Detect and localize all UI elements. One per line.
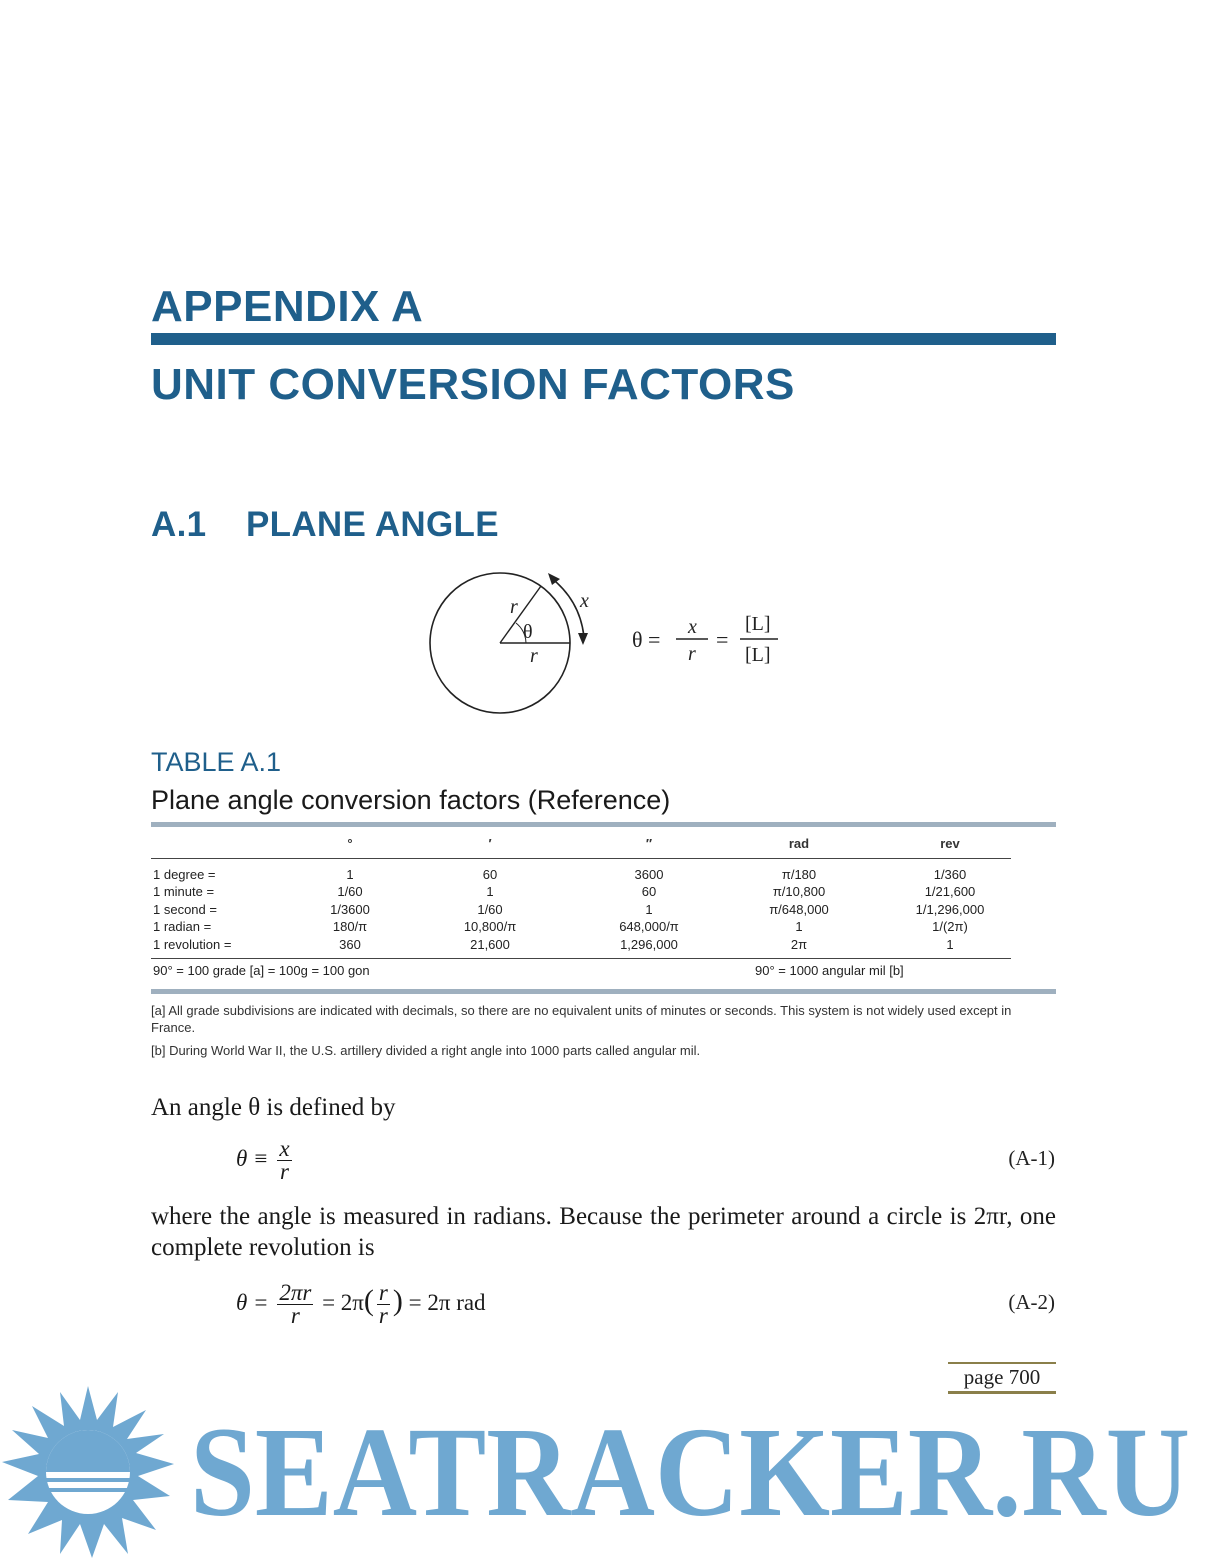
table-cell: 1 xyxy=(946,937,954,952)
table-header-rule xyxy=(151,858,1011,859)
radius-angled xyxy=(500,586,541,643)
table-notes-rule xyxy=(151,958,1011,959)
table-header-minute: ′ xyxy=(488,836,492,851)
plane-angle-figure xyxy=(420,565,800,725)
table-cell: 1/60 xyxy=(477,902,503,917)
section-number: A.1 xyxy=(151,505,207,544)
table-cell: 2π xyxy=(790,937,808,952)
angle-label: θ xyxy=(523,621,533,643)
equation-a2-paren-open: ( xyxy=(363,1283,374,1317)
table-row-label: 1 radian = xyxy=(153,919,212,934)
section-heading xyxy=(151,503,499,547)
table-cell: 1,296,000 xyxy=(620,937,678,952)
figure-eq-den: r xyxy=(688,643,696,665)
arc-label: x xyxy=(580,590,589,612)
equation-a2-number: (A-2) xyxy=(1008,1290,1055,1314)
table-cell: π/180 xyxy=(781,867,817,882)
table-cell: 1 xyxy=(795,919,803,934)
equation-a1-den: r xyxy=(279,1159,289,1184)
figure-eq-lhs: θ = xyxy=(632,627,661,652)
equation-a1-number: (A-1) xyxy=(1008,1146,1055,1170)
figure-eq-equals: = xyxy=(716,627,729,652)
table-cell: 648,000/π xyxy=(619,919,679,934)
table-row-label: 1 minute = xyxy=(153,884,215,899)
equation-a2-paren-close: ) xyxy=(392,1283,403,1317)
arrowhead-bottom-icon xyxy=(578,633,588,645)
equation-a2-rhs: = 2π rad xyxy=(408,1289,486,1315)
table-cell: π/10,800 xyxy=(772,884,826,899)
equation-a2-mid: = 2π xyxy=(322,1289,364,1315)
table-cell: 60 xyxy=(482,867,498,882)
table-note-mil: 90° = 1000 angular mil [b] xyxy=(755,963,904,978)
figure-eq-dim-den: [L] xyxy=(745,644,771,666)
appendix-rule xyxy=(151,333,1056,345)
equation-a2-inner-num: r xyxy=(378,1280,388,1305)
watermark-text: SEATRACKER.RU xyxy=(190,1401,1190,1543)
table-note-grade: 90° = 100 grade [a] = 100g = 100 gon xyxy=(153,963,370,978)
equation-a2-num: 2πr xyxy=(279,1280,312,1305)
table-cell: 1/3600 xyxy=(330,902,370,917)
arc-length-arrow-icon xyxy=(550,577,584,637)
paragraph-2: where the angle is measured in radians. Because the perimeter around a circle is 2πr, one complete revolution is xyxy=(151,1203,1056,1261)
table-row-label: 1 revolution = xyxy=(153,937,232,952)
table-cell: 180/π xyxy=(332,919,368,934)
equation-a2-inner-fraction xyxy=(377,1282,390,1327)
table-cell: 10,800/π xyxy=(463,919,517,934)
footnote-a: [a] All grade subdivisions are indicated with decimals, so there are no equivalent units of minutes or seconds. This system is not widely used except in France. xyxy=(151,1003,1012,1035)
table-header-degree: ° xyxy=(347,836,353,851)
table-cell: 1 xyxy=(486,884,494,899)
table-cell: 1/360 xyxy=(933,867,967,882)
table-cell: 21,600 xyxy=(470,937,510,952)
equation-a2-lhs: θ = xyxy=(236,1289,269,1315)
table-header-second: ″ xyxy=(645,836,653,851)
table-cell: 1/21,600 xyxy=(924,884,976,899)
appendix-title: UNIT CONVERSION FACTORS xyxy=(151,360,795,409)
table-cell: 1 xyxy=(645,902,653,917)
equation-a2-inner-den: r xyxy=(378,1303,388,1328)
figure-eq-dim-num: [L] xyxy=(745,613,771,635)
footnote-b: [b] During World War II, the U.S. artillery divided a right angle into 1000 parts called angular mil. xyxy=(151,1043,701,1058)
table-cell: 360 xyxy=(339,937,361,952)
figure-eq-num: x xyxy=(688,616,697,638)
table-cell: π/648,000 xyxy=(769,902,829,917)
equation-a1-fraction xyxy=(277,1138,291,1183)
table-cell: 1 xyxy=(346,867,354,882)
table-caption: Plane angle conversion factors (Reference) xyxy=(151,785,671,815)
appendix-label: APPENDIX A xyxy=(151,282,424,331)
table-header-rad: rad xyxy=(788,836,810,851)
table-cell: 1/(2π) xyxy=(932,919,968,934)
equation-a1-lhs: θ ≡ xyxy=(236,1145,269,1171)
equation-a2-fraction xyxy=(277,1282,313,1327)
watermark xyxy=(0,1380,1207,1562)
section-title: PLANE ANGLE xyxy=(246,505,499,544)
table-label: TABLE A.1 xyxy=(151,747,282,777)
radius-label-bottom: r xyxy=(530,645,538,667)
table-cell: 1/1,296,000 xyxy=(915,902,985,917)
paragraph-1: An angle θ is defined by xyxy=(151,1094,396,1121)
table-row-label: 1 degree = xyxy=(153,867,216,882)
table-cell: 3600 xyxy=(634,867,664,882)
sun-logo-icon xyxy=(2,1386,174,1558)
page-number: page 700 xyxy=(948,1362,1056,1394)
table-top-bar xyxy=(151,822,1056,827)
table-cell: 1/60 xyxy=(337,884,363,899)
equation-a1-num: x xyxy=(279,1136,290,1161)
equation-a2 xyxy=(236,1282,486,1327)
equation-a2-den: r xyxy=(290,1303,300,1328)
table-header-rev: rev xyxy=(940,836,960,851)
table-bottom-bar xyxy=(151,989,1056,994)
radius-label-top: r xyxy=(510,596,518,618)
table-row-label: 1 second = xyxy=(153,902,217,917)
table-cell: 60 xyxy=(641,884,657,899)
equation-a1 xyxy=(236,1138,295,1183)
